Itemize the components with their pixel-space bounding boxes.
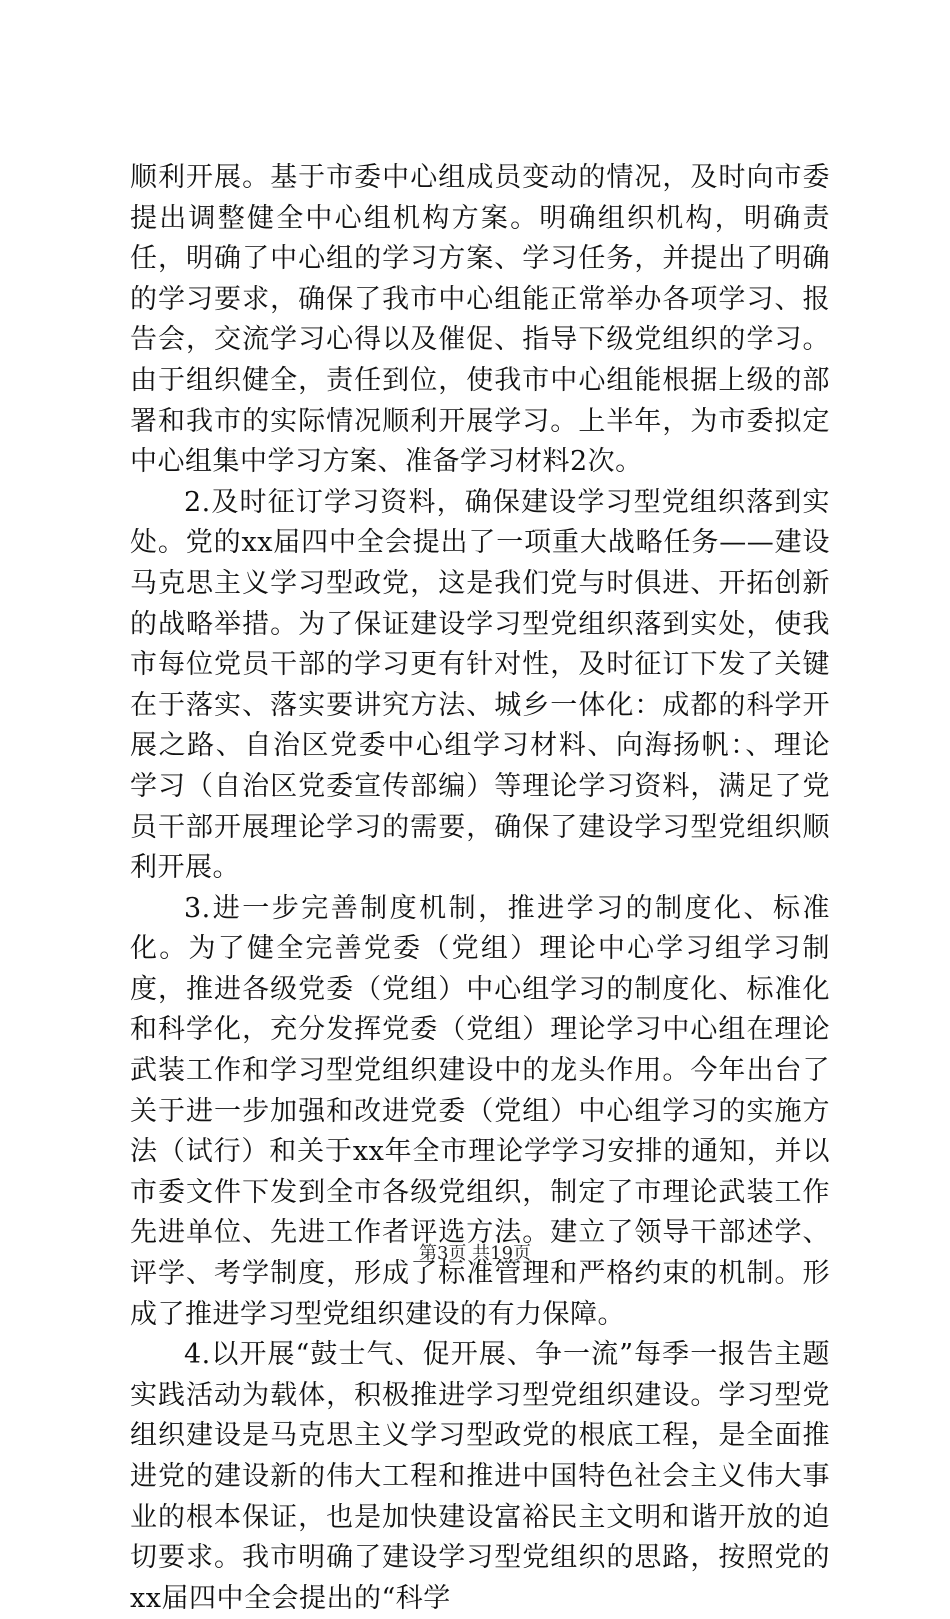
paragraph-1: 顺利开展。基于市委中心组成员变动的情况，及时向市委提出调整健全中心组机构方案。明确组织机构，明确责任，明确了中心组的学习方案、学习任务，并提出了明确的学习要求，确保了我市中心组能正常举办各项学习、报告会，交流学习心得以及催促、指导下级党组织的学习。由于组织健全，责任到位，使我市中心组能根据上级的部署和我市的实际情况顺利开展学习。上半年，为市委拟定中心组集中学习方案、准备学习材料2次。 (130, 162, 830, 478)
paragraph-2: 2.及时征订学习资料，确保建设学习型党组织落到实处。党的xx届四中全会提出了一项重大战略任务——建设马克思主义学习型政党，这是我们党与时俱进、开拓创新的战略举措。为了保证建设学习型党组织落到实处，使我市每位党员干部的学习更有针对性，及时征订下发了关键在于落实、落实要讲究方法、城乡一体化：成都的科学开展之路、自治区党委中心组学习材料、向海扬帆：、理论学习（自治区党委宣传部编）等理论学习资料，满足了党员干部开展理论学习的需要，确保了建设学习型党组织顺利开展。 (130, 486, 830, 884)
page-footer: 第3页 共19页 (418, 1243, 532, 1264)
paragraph-4: 4.以开展“鼓士气、促开展、争一流”每季一报告主题实践活动为载体，积极推进学习型党组织建设。学习型党组织建设是马克思主义学习型政党的根底工程，是全面推进党的建设新的伟大工程和推进中国特色社会主义伟大事业的根本保证，也是加快建设富裕民主文明和谐开放的迫切要求。我市明确了建设学习型党组织的思路，按照党的xx届四中全会提出的“科学 (130, 1339, 830, 1614)
paragraph-3: 3.进一步完善制度机制，推进学习的制度化、标准化。为了健全完善党委（党组）理论中心学习组学习制度，推进各级党委（党组）中心组学习的制度化、标准化和科学化，充分发挥党委（党组）理论学习中心组在理论武装工作和学习型党组织建设中的龙头作用。今年出台了关于进一步加强和改进党委（党组）中心组学习的实施方法（试行）和关于xx年全市理论学学习安排的通知，并以市委文件下发到全市各级党组织，制定了市理论武装工作先进单位、先进工作者评选方法。建立了领导干部述学、评学、考学制度，形成了标准管理和严格约束的机制。形成了推进学习型党组织建设的有力保障。 (130, 892, 830, 1330)
document-body (130, 158, 830, 1619)
